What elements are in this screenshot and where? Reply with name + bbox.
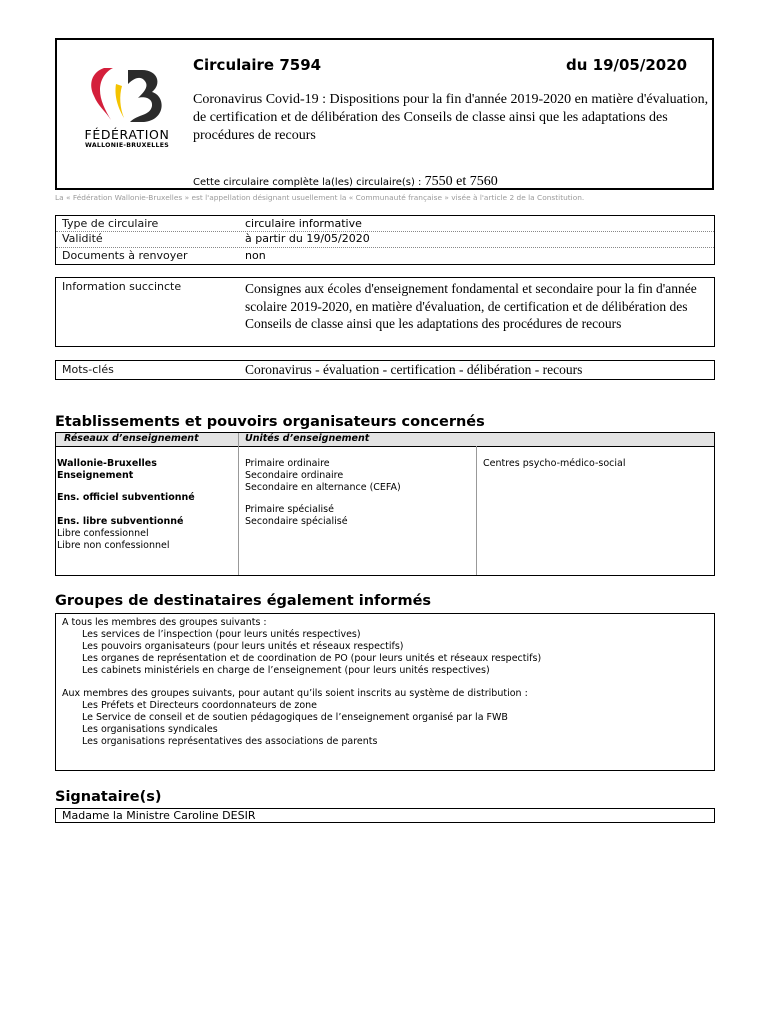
signataire-name: Madame la Ministre Caroline DESIR	[62, 809, 256, 822]
circular-date: du 19/05/2020	[566, 56, 688, 74]
list-item: Les Préfets et Directeurs coordonnateurs de zone	[82, 700, 318, 711]
completes-label: Cette circulaire complète la(les) circulaire(s) :	[193, 177, 422, 188]
row-divider	[56, 231, 714, 232]
logo-subtitle: WALLONIE-BRUXELLES	[84, 142, 169, 149]
network-free: Ens. libre subventionné	[57, 516, 184, 527]
groupes-intro-1: A tous les membres des groupes suivants :	[62, 617, 267, 628]
list-item: Les cabinets ministériels en charge de l’enseignement (pour leurs unités respectives)	[82, 665, 490, 676]
network-wbe	[57, 458, 157, 482]
logo-dark-shape	[128, 70, 162, 122]
col-header-reseaux: Réseaux d’enseignement	[64, 433, 199, 444]
unit-secondaire-ordinaire: Secondaire ordinaire	[245, 470, 344, 481]
column-divider	[476, 446, 477, 575]
unit-primaire-ordinaire: Primaire ordinaire	[245, 458, 330, 469]
row-divider	[56, 247, 714, 248]
column-divider	[238, 433, 239, 575]
summary-value: Consignes aux écoles d'enseignement fondamental et secondaire pour la fin d'année scolaire 2019-2020, en matière d'évaluation, de certification et de délibération des Conseils de classe ainsi que les adaptations des procédures de recours	[245, 281, 697, 331]
network-official: Ens. officiel subventionné	[57, 492, 195, 503]
completes-line	[193, 174, 498, 190]
table-header-row	[56, 433, 714, 447]
documents-value: non	[245, 249, 266, 262]
groupes-box	[55, 613, 715, 771]
col-header-unites: Unités d’enseignement	[245, 433, 370, 444]
list-item: Les organes de représentation et de coordination de PO (pour leurs unités et réseaux respectifs)	[82, 653, 542, 664]
logo-red-shape	[91, 68, 113, 120]
type-value: circulaire informative	[245, 217, 362, 230]
signataire-box	[55, 808, 715, 823]
info-table-summary	[55, 277, 715, 347]
documents-label: Documents à renvoyer	[62, 249, 188, 262]
unit-primaire-specialise: Primaire spécialisé	[245, 504, 334, 515]
info-table-general	[55, 215, 715, 265]
list-item: Le Service de conseil et de soutien pédagogiques de l’enseignement organisé par la FWB	[82, 712, 508, 723]
unit-secondaire-specialise: Secondaire spécialisé	[245, 516, 348, 527]
completes-numbers: 7550 et 7560	[424, 174, 498, 189]
circular-number: Circulaire 7594	[193, 56, 322, 74]
unit-cpms: Centres psycho-médico-social	[483, 458, 626, 469]
list-item: Les organisations représentatives des associations de parents	[82, 736, 378, 747]
list-item: Les services de l’inspection (pour leurs unités respectives)	[82, 629, 361, 640]
logo-wordmark: FÉDÉRATION	[84, 127, 170, 142]
unit-secondaire-alternance: Secondaire en alternance (CEFA)	[245, 482, 401, 493]
keywords-label: Mots-clés	[62, 363, 114, 376]
list-item: Les pouvoirs organisateurs (pour leurs unités et réseaux respectifs)	[82, 641, 404, 652]
network-free-nonconf: Libre non confessionnel	[57, 540, 170, 551]
info-table-keywords	[55, 360, 715, 380]
etablissements-table	[55, 432, 715, 576]
network-free-conf: Libre confessionnel	[57, 528, 149, 539]
circular-title: Coronavirus Covid-19 : Dispositions pour la fin d'année 2019-2020 en matière d'évaluation, de certification et de délibération des Conseils de classe ainsi que les adaptations des procédures de recours	[193, 92, 709, 143]
groupes-intro-2: Aux membres des groupes suivants, pour autant qu’ils soient inscrits au système de distribution :	[62, 688, 528, 699]
type-label: Type de circulaire	[62, 217, 159, 230]
network-wbe-line1: Wallonie-Bruxelles	[57, 458, 157, 469]
validity-label: Validité	[62, 232, 103, 245]
section-heading-etablissements: Etablissements et pouvoirs organisateurs concernés	[55, 414, 485, 430]
validity-value: à partir du 19/05/2020	[245, 232, 370, 245]
keywords-value: Coronavirus - évaluation - certification - délibération - recours	[245, 362, 583, 377]
section-heading-groupes: Groupes de destinataires également informés	[55, 593, 432, 609]
list-item: Les organisations syndicales	[82, 724, 218, 735]
summary-label: Information succincte	[62, 280, 182, 293]
section-heading-signataire: Signataire(s)	[55, 789, 162, 805]
disclaimer: La « Fédération Wallonie-Bruxelles » est l'appellation désignant usuellement la « Communauté française » visée à l'article 2 de la Constitution.	[55, 193, 585, 202]
logo-yellow-shape	[115, 84, 124, 118]
network-wbe-line2: Enseignement	[57, 470, 134, 481]
